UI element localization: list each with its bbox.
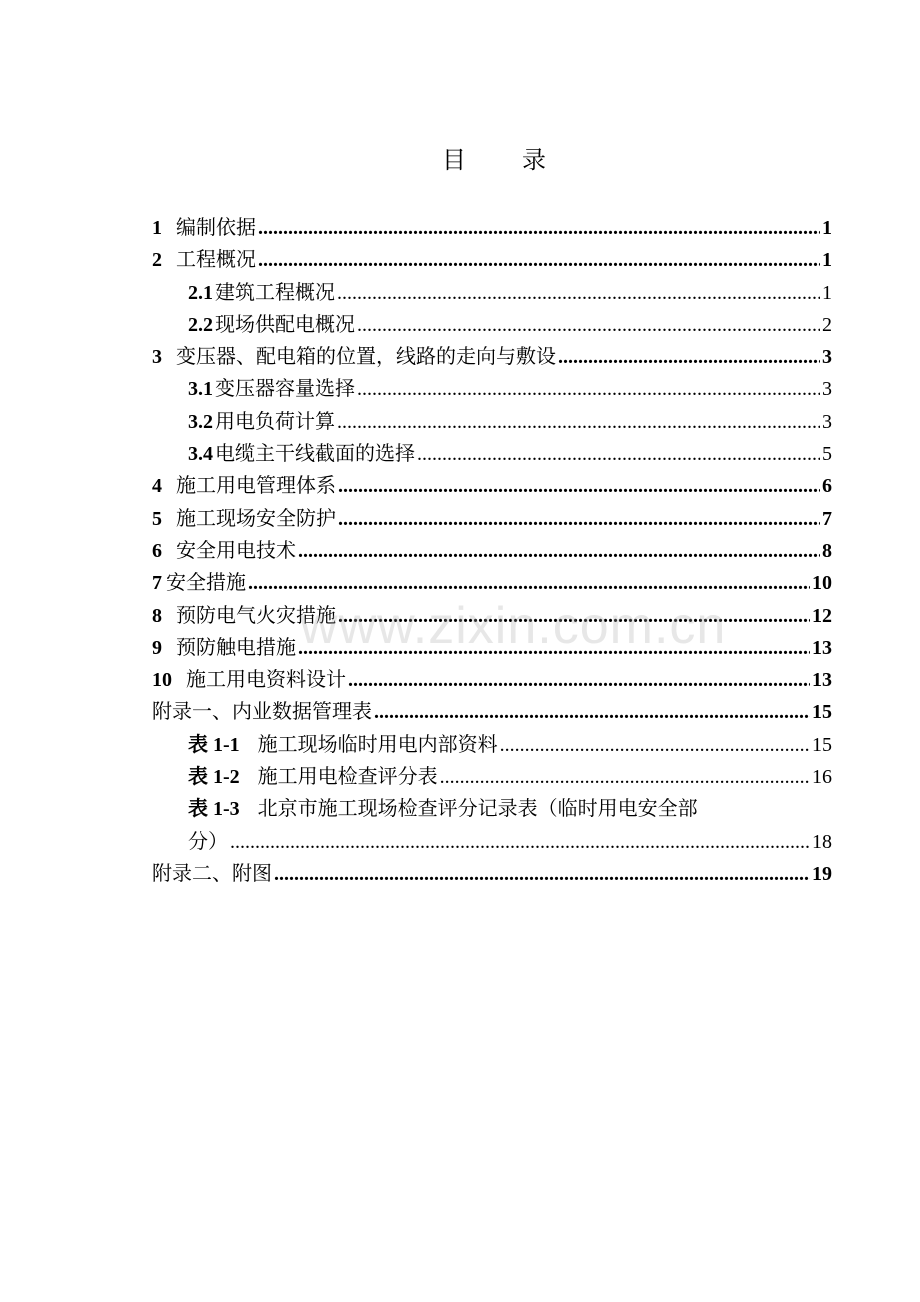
toc-entry-8[interactable] xyxy=(152,599,832,631)
toc-entry-3-1[interactable] xyxy=(152,372,832,404)
toc-leader-dots xyxy=(357,309,820,341)
toc-entry-label: 施工用电管理体系 xyxy=(176,473,336,498)
toc-entry-label-continued: 分） xyxy=(188,828,228,853)
toc-entry-number: 表 1-2 xyxy=(188,766,240,789)
toc-entry-6[interactable] xyxy=(152,534,832,566)
toc-leader-dots xyxy=(558,341,820,373)
toc-entry-label: 施工用电检查评分表 xyxy=(257,764,438,789)
toc-entry-appendix-1[interactable] xyxy=(152,695,832,727)
toc-entry-page: 5 xyxy=(822,443,832,466)
toc-leader-dots xyxy=(248,567,810,599)
toc-leader-dots xyxy=(357,373,820,405)
toc-entry-number: 3.2 xyxy=(188,410,213,433)
toc-leader-dots xyxy=(298,632,810,664)
toc-entry-appendix-2[interactable] xyxy=(152,857,832,889)
toc-entry-2-2[interactable] xyxy=(152,308,832,340)
toc-entry-label: 电缆主干线截面的选择 xyxy=(215,441,415,466)
toc-entry-table-1-1[interactable] xyxy=(152,728,832,760)
toc-entry-2-1[interactable] xyxy=(152,276,832,308)
toc-entry-label: 附录二、附图 xyxy=(152,860,272,885)
toc-entry-label: 工程概况 xyxy=(176,247,256,272)
toc-entry-number: 3.4 xyxy=(188,443,213,466)
toc-entry-number: 1 xyxy=(152,217,162,239)
table-of-contents xyxy=(152,211,832,889)
toc-entry-page: 3 xyxy=(822,378,832,401)
toc-leader-dots xyxy=(500,729,810,761)
toc-entry-page: 12 xyxy=(812,604,832,627)
toc-entry-label: 用电负荷计算 xyxy=(215,408,335,433)
toc-entry-table-1-3[interactable] xyxy=(152,792,832,824)
toc-leader-dots xyxy=(258,244,820,276)
toc-entry-number: 10 xyxy=(152,669,172,692)
toc-entry-page: 1 xyxy=(822,281,832,304)
toc-entry-page: 3 xyxy=(822,346,832,369)
toc-leader-dots xyxy=(298,535,820,567)
toc-entry-number: 8 xyxy=(152,604,162,627)
toc-entry-page: 15 xyxy=(812,701,832,724)
toc-entry-10[interactable] xyxy=(152,663,832,695)
toc-leader-dots xyxy=(274,858,810,890)
toc-entry-4[interactable] xyxy=(152,469,832,501)
toc-entry-3-2[interactable] xyxy=(152,405,832,437)
toc-leader-dots xyxy=(348,664,810,696)
toc-entry-number: 2.2 xyxy=(188,313,213,336)
toc-leader-dots xyxy=(230,826,810,858)
toc-entry-number: 2.1 xyxy=(188,281,213,304)
toc-entry-number: 3.1 xyxy=(188,378,213,401)
toc-entry-3[interactable] xyxy=(152,340,832,372)
toc-title xyxy=(0,140,920,175)
toc-entry-page: 3 xyxy=(822,410,832,433)
toc-entry-number: 3 xyxy=(152,346,162,369)
toc-title-right: 录 xyxy=(522,146,546,174)
toc-entry-page: 1 xyxy=(822,249,832,272)
toc-entry-number: 表 1-3 xyxy=(188,798,240,821)
toc-entry-number: 4 xyxy=(152,475,162,498)
toc-entry-label: 建筑工程概况 xyxy=(215,279,335,304)
toc-leader-dots xyxy=(440,761,810,793)
toc-leader-dots xyxy=(417,438,820,470)
toc-entry-page: 19 xyxy=(812,862,832,885)
toc-entry-page: 6 xyxy=(822,475,832,498)
toc-leader-dots xyxy=(338,600,810,632)
toc-leader-dots xyxy=(258,212,820,244)
toc-leader-dots xyxy=(337,277,820,309)
watermark: www.zixin.com.cn xyxy=(300,597,727,655)
toc-entry-table-1-3-continued[interactable] xyxy=(152,825,832,857)
toc-leader-dots xyxy=(337,406,820,438)
toc-entry-number: 5 xyxy=(152,507,162,530)
toc-entry-label: 变压器容量选择 xyxy=(215,376,355,401)
toc-entry-page: 15 xyxy=(812,733,832,756)
toc-entry-number: 表 1-1 xyxy=(188,733,240,756)
toc-entry-number: 7 xyxy=(152,572,162,595)
toc-entry-page: 16 xyxy=(812,766,832,789)
toc-leader-dots xyxy=(338,503,820,535)
toc-entry-label: 变压器、配电箱的位置，线路的走向与敷设 xyxy=(176,344,556,369)
toc-leader-dots xyxy=(374,696,810,728)
toc-entry-label: 预防触电措施 xyxy=(176,634,296,659)
toc-entry-label: 附录一、内业数据管理表 xyxy=(152,699,372,724)
toc-entry-label: 预防电气火灾措施 xyxy=(176,602,336,627)
toc-entry-number: 9 xyxy=(152,636,162,659)
toc-entry-2[interactable] xyxy=(152,243,832,275)
toc-entry-page: 8 xyxy=(822,539,832,562)
toc-entry-9[interactable] xyxy=(152,631,832,663)
toc-entry-label: 北京市施工现场检查评分记录表（临时用电安全部 xyxy=(257,796,698,821)
toc-entry-label: 编制依据 xyxy=(176,215,256,239)
toc-entry-label: 施工现场临时用电内部资料 xyxy=(257,731,498,756)
toc-entry-page: 10 xyxy=(812,572,832,595)
toc-entry-table-1-2[interactable] xyxy=(152,760,832,792)
toc-entry-label: 施工用电资料设计 xyxy=(186,667,346,692)
toc-entry-page: 13 xyxy=(812,669,832,692)
toc-entry-label: 安全措施 xyxy=(166,570,246,595)
toc-entry-number: 2 xyxy=(152,249,162,272)
toc-entry-3-4[interactable] xyxy=(152,437,832,469)
toc-entry-7[interactable] xyxy=(152,566,832,598)
toc-entry-label: 安全用电技术 xyxy=(176,537,296,562)
toc-entry-label: 施工现场安全防护 xyxy=(176,505,336,530)
toc-leader-dots xyxy=(338,470,820,502)
toc-entry-page: 2 xyxy=(822,313,832,336)
toc-entry-1[interactable] xyxy=(152,211,832,243)
toc-entry-page: 13 xyxy=(812,636,832,659)
toc-title-left: 目 xyxy=(442,146,466,174)
toc-entry-page: 7 xyxy=(822,507,832,530)
toc-entry-page: 18 xyxy=(812,830,832,853)
toc-entry-page: 1 xyxy=(822,217,832,239)
toc-entry-5[interactable] xyxy=(152,502,832,534)
toc-entry-number: 6 xyxy=(152,539,162,562)
toc-entry-label: 现场供配电概况 xyxy=(215,311,355,336)
